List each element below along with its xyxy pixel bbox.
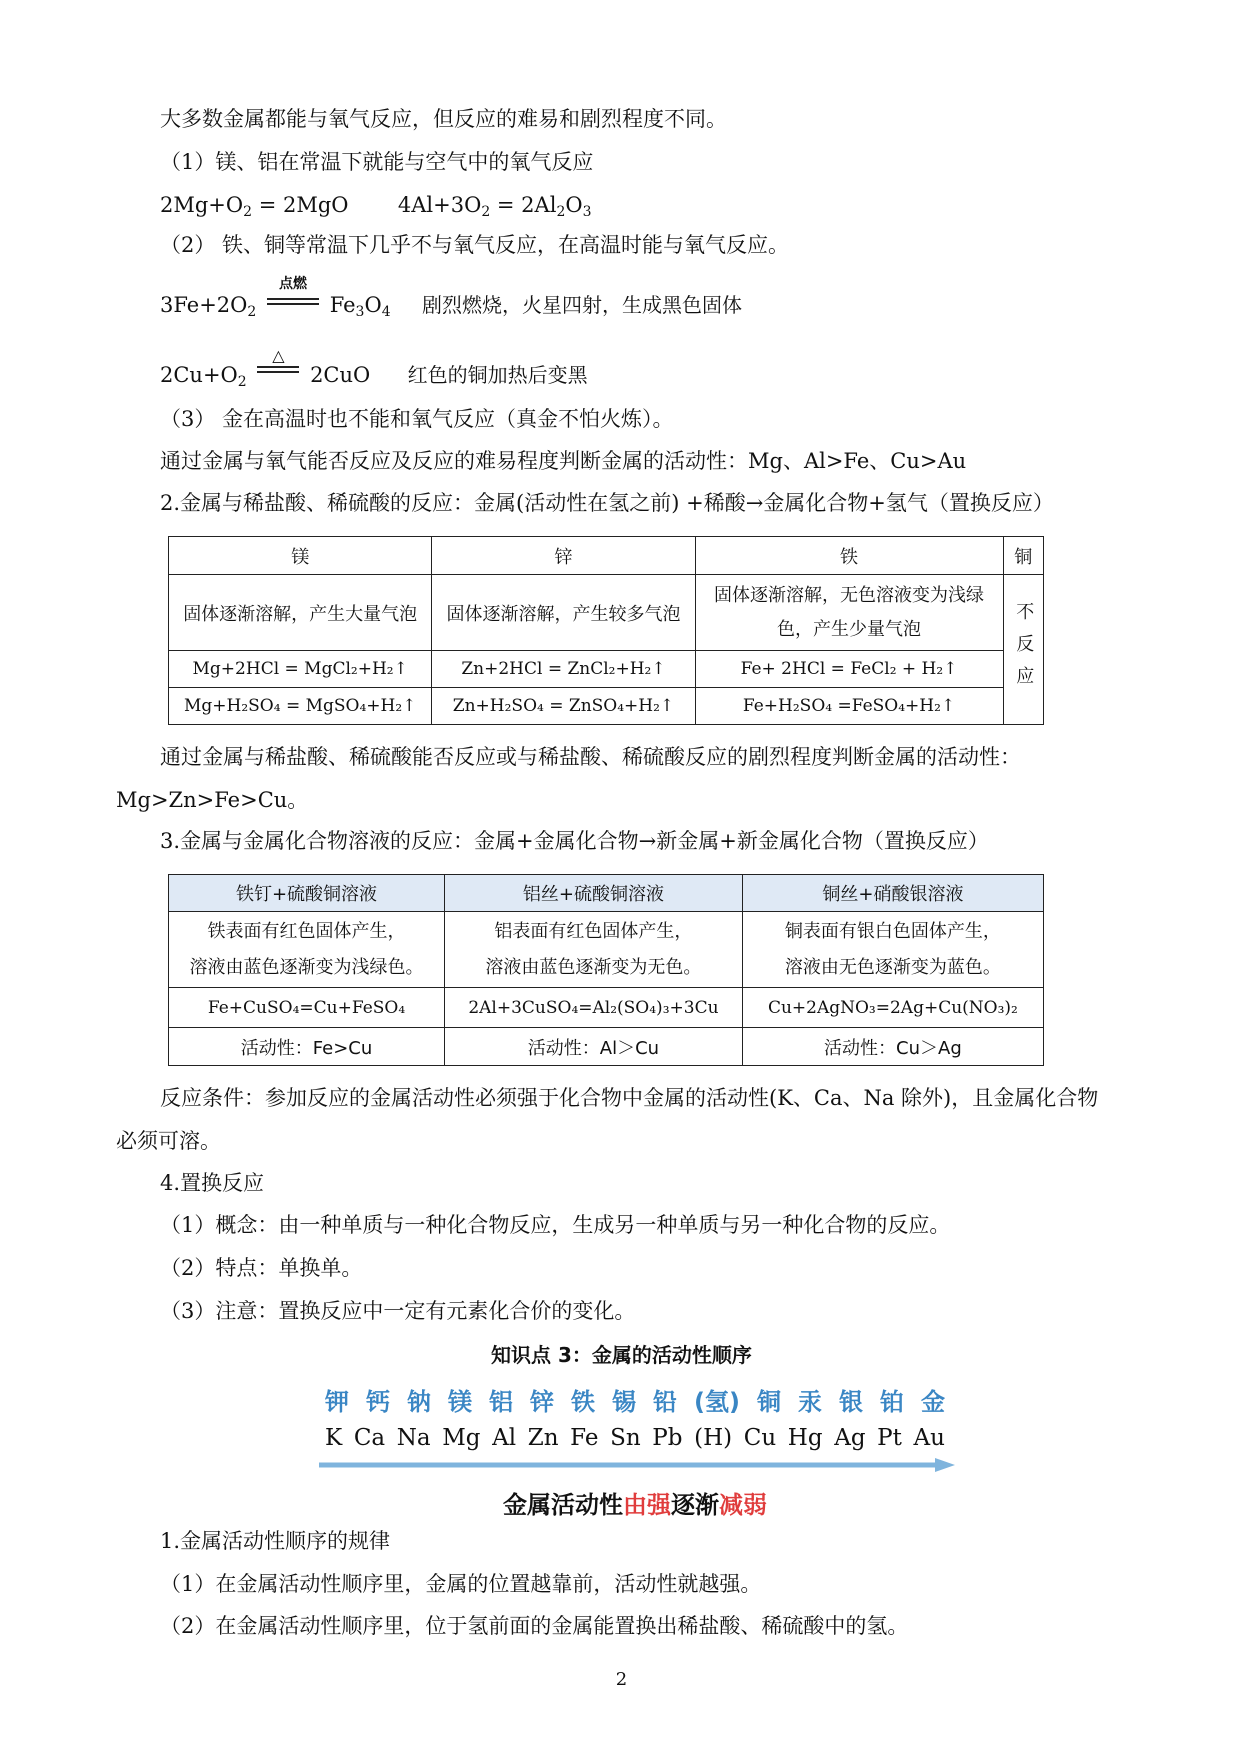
table-header-cell: 铁钉+硫酸铜溶液 [169, 875, 445, 912]
text-line: 必须可溶。 [116, 1129, 221, 1153]
metal-symbol: Cu [743, 1425, 777, 1451]
table-cell: 铜表面有银白色固体产生， 溶液由无色逐渐变为蓝色。 [742, 912, 1043, 988]
table-cell: Zn+H₂SO₄ = ZnSO₄+H₂↑ [432, 688, 695, 725]
displacement-reaction-table [168, 874, 1044, 1066]
table-row [169, 1028, 1044, 1066]
section-heading: 1.金属活动性顺序的规律 [160, 1529, 391, 1553]
metal-name-row [325, 1382, 945, 1417]
reaction-condition-sign: 点燃 [267, 292, 319, 322]
table-header-cell: 铜丝+硝酸银溶液 [742, 875, 1043, 912]
table-header-cell: 铁 [695, 537, 1003, 575]
copper-result-cell: 不反应 [1003, 575, 1044, 725]
text-line: （3） 金在高温时也不能和氧气反应（真金不怕火炼）。 [160, 407, 674, 431]
metal-name: 钙 [366, 1388, 390, 1416]
text-line: 通过金属与氧气能否反应及反应的难易程度判断金属的活动性：Mg、Al>Fe、Cu>Au [160, 449, 967, 473]
metal-symbol: Mg [442, 1425, 481, 1451]
text-line: （3）注意：置换反应中一定有元素化合价的变化。 [160, 1299, 636, 1323]
table-cell: Mg+2HCl = MgCl₂+H₂↑ [169, 651, 432, 688]
section-heading: 2.金属与稀盐酸、稀硫酸的反应：金属(活动性在氢之前) +稀酸→金属化合物+氢气（置换反应） [160, 491, 1054, 515]
table-cell: Cu+2AgNO₃=2Ag+Cu(NO₃)₂ [742, 988, 1043, 1028]
metal-symbol: Au [913, 1425, 945, 1451]
metal-name: (氢) [694, 1388, 740, 1416]
text-line: （2）特点：单换单。 [160, 1256, 363, 1280]
text-line: 通过金属与稀盐酸、稀硫酸能否反应或与稀盐酸、稀硫酸反应的剧烈程度判断金属的活动性： [160, 745, 1021, 769]
equation-cu-heating: $2Cu+O_2$ △ 2CuO 红色的铜加热后变黑 [160, 345, 588, 390]
acid-reaction-table [168, 536, 1044, 725]
table-header-cell: 镁 [169, 537, 432, 575]
metal-name: 银 [838, 1388, 863, 1416]
text-line: （2） 铁、铜等常温下几乎不与氧气反应，在高温时能与氧气反应。 [160, 233, 790, 257]
text-line: 反应条件：参加反应的金属活动性必须强于化合物中金属的活动性(K、Ca、Na 除外)，且金属化合物 [160, 1086, 1099, 1110]
table-header-cell: 铝丝+硫酸铜溶液 [445, 875, 743, 912]
table-cell: Zn+2HCl = ZnCl₂+H₂↑ [432, 651, 695, 688]
table-cell: Fe+H₂SO₄ =FeSO₄+H₂↑ [695, 688, 1003, 725]
table-row [169, 912, 1044, 988]
section-heading: 3.金属与金属化合物溶液的反应：金属+金属化合物→新金属+新金属化合物（置换反应） [160, 829, 989, 853]
equation-fe-combustion: $3Fe+2O_2$ 点燃 $Fe_3O_4$ 剧烈燃烧，火星四射，生成黑色固体 [160, 275, 742, 320]
table-header-cell: 锌 [432, 537, 695, 575]
page-number: 2 [615, 1669, 628, 1690]
table-row [169, 875, 1044, 912]
metal-name: 铁 [571, 1388, 595, 1416]
text-line: （2）在金属活动性顺序里，位于氢前面的金属能置换出稀盐酸、稀硫酸中的氢。 [160, 1614, 909, 1638]
table-cell: 铝表面有红色固体产生， 溶液由蓝色逐渐变为无色。 [445, 912, 743, 988]
metal-name: 汞 [797, 1388, 822, 1416]
table-cell: 活动性：Fe>Cu [169, 1028, 445, 1066]
metal-name: 铂 [879, 1388, 904, 1416]
table-cell: 固体逐渐溶解，产生大量气泡 [169, 575, 432, 651]
table-row [169, 575, 1044, 651]
table-header-cell: 铜 [1003, 537, 1044, 575]
metal-name: 铅 [653, 1388, 677, 1416]
equation-mg-al: $2Mg+O_2 = 2MgO$ $4Al+3O_2 = 2Al_2O_3$ [160, 193, 592, 220]
metal-symbol: Sn [610, 1425, 641, 1451]
text-line: （1）概念：由一种单质与一种化合物反应，生成另一种单质与另一种化合物的反应。 [160, 1213, 951, 1237]
table-cell: 固体逐渐溶解，无色溶液变为浅绿色，产生少量气泡 [695, 575, 1003, 651]
metal-symbol: Zn [527, 1425, 559, 1451]
table-cell: 活动性：Al＞Cu [445, 1028, 743, 1066]
reaction-condition-sign: △ [257, 362, 299, 392]
table-cell: Fe+ 2HCl = FeCl₂ + H₂↑ [695, 651, 1003, 688]
table-row [169, 688, 1044, 725]
metal-symbol: (H) [694, 1425, 733, 1451]
table-row [169, 651, 1044, 688]
text-line: （1）镁、铝在常温下就能与空气中的氧气反应 [160, 150, 594, 174]
metal-symbol: Hg [787, 1425, 823, 1451]
section-heading: 4.置换反应 [160, 1171, 265, 1195]
table-cell: 铁表面有红色固体产生， 溶液由蓝色逐渐变为浅绿色。 [169, 912, 445, 988]
activity-series-figure [325, 1382, 945, 1520]
table-cell: Mg+H₂SO₄ = MgSO₄+H₂↑ [169, 688, 432, 725]
table-row [169, 988, 1044, 1028]
metal-symbol: Fe [570, 1425, 599, 1451]
metal-symbol: Ag [834, 1425, 866, 1451]
metal-name: 铜 [756, 1388, 781, 1416]
metal-symbol: Pt [877, 1425, 902, 1451]
metal-symbol: K [325, 1425, 343, 1451]
metal-symbol: Pb [652, 1425, 683, 1451]
metal-symbol: Ca [353, 1425, 386, 1451]
metal-name: 铝 [489, 1388, 513, 1416]
metal-symbol: Na [396, 1425, 431, 1451]
text-line: Mg>Zn>Fe>Cu。 [116, 788, 309, 812]
metal-name: 钾 [325, 1388, 349, 1416]
activity-caption: 金属活动性由强逐渐减弱 [503, 1491, 767, 1519]
table-cell: 固体逐渐溶解，产生较多气泡 [432, 575, 695, 651]
metal-name: 钠 [407, 1388, 431, 1416]
metal-name: 锌 [530, 1388, 554, 1416]
metal-symbol: Al [492, 1425, 517, 1451]
table-cell: 2Al+3CuSO₄=Al₂(SO₄)₃+3Cu [445, 988, 743, 1028]
metal-symbol-row [325, 1425, 945, 1451]
metal-name: 金 [920, 1388, 945, 1416]
activity-arrow [319, 1455, 959, 1475]
table-row [169, 537, 1044, 575]
metal-name: 镁 [448, 1388, 472, 1416]
metal-name: 锡 [612, 1388, 636, 1416]
text-line: （1）在金属活动性顺序里，金属的位置越靠前，活动性就越强。 [160, 1572, 762, 1596]
knowledge-point-heading: 知识点 3：金属的活动性顺序 [491, 1343, 752, 1367]
table-cell: Fe+CuSO₄=Cu+FeSO₄ [169, 988, 445, 1028]
text-line: 大多数金属都能与氧气反应，但反应的难易和剧烈程度不同。 [160, 107, 727, 131]
table-cell: 活动性：Cu＞Ag [742, 1028, 1043, 1066]
